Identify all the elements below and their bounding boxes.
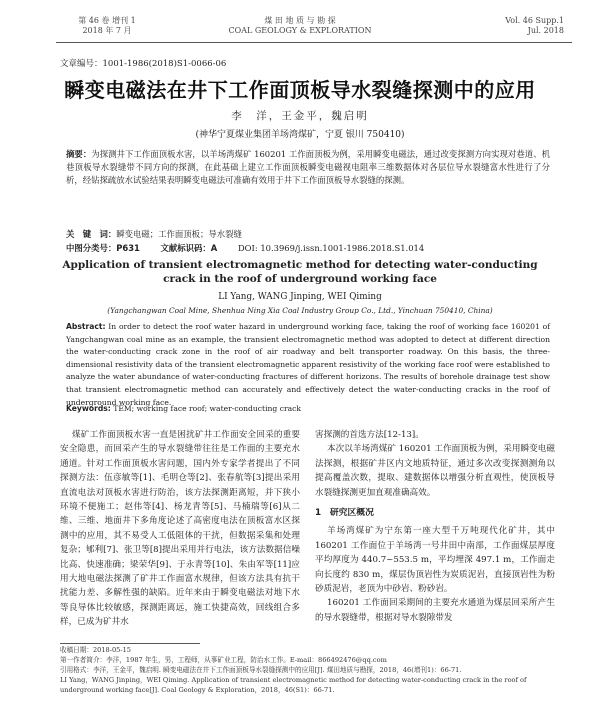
issue-date: 2018 年 7 月 [82, 26, 132, 35]
abstract-cn-text: 为探测井下工作面顶板水害，以羊场湾煤矿 160201 工作面顶板为例，采用瞬变电磁法，通过改变探测方向实现对巷道、机巷顶板导水裂缝带不同方向的探测，在此基础上建立工作面顶板瞬变电磁视电阻率三维数据体对各层位导水裂缝富水性进行了分析，经钻探疏放水试验结果表明瞬变电磁法可准确有效用于井下工作面顶板导水裂缝的探测。 [66, 149, 551, 186]
body-paragraph: 害探测的首选方法[12-13]。 [315, 430, 424, 440]
journal-name-en: COAL GEOLOGY & EXPLORATION [228, 26, 372, 35]
keywords-en-text: TEM; working face roof; water-conducting crack [113, 404, 301, 413]
header-divider [56, 42, 572, 43]
footnote-citation-cn: 引用格式：李洋，王金平，魏启明. 瞬变电磁法在井下工作面顶板导水裂缝探测中的应用[J]. 煤田地质与勘探，2018，46(增刊1)：66-71. [60, 666, 462, 674]
keywords-cn [66, 228, 550, 240]
footnote-received: 收稿日期：2018-05-15 [60, 646, 131, 654]
section-heading: 1 研究区概况 [315, 508, 374, 519]
authors-en: LI Yang, WANG Jinping, WEI Qiming [218, 292, 382, 302]
body-paragraph: 本次以羊场湾煤矿 160201 工作面顶板为例，采用瞬变电磁法探测，根据矿井区内文地质特征，通过多次改变探测测角以提高覆盖次数，提取、建数据体以增强分析直观性，使顶板导水裂缝探测更加直观准确高效。 [315, 444, 555, 498]
clc-number: 中图分类号：P631 [66, 243, 140, 253]
doi: DOI: 10.3969/j.issn.1001-1986.2018.S1.014 [237, 243, 425, 253]
volume-issue-en: Vol. 46 Supp.1 [505, 16, 564, 25]
body-paragraph: 羊场湾煤矿为宁东第一座大型千万吨现代化矿井，其中 160201 工作面位于羊场湾一号井田中南部，工作面煤层厚度平均厚度为 440.7~553.5 m，平均埋深 497.1 m，工作面走向长度约 830 m，煤层伪顶岩性为炭质泥岩，直接顶岩性为粉砂质泥岩，老顶为中砂岩、粉砂岩。 [315, 526, 555, 595]
paper-title-en: Application of transient electromagnetic method for detecting water-conducting crack in the roof of underground working face [62, 259, 538, 285]
keywords-cn-label: 关 键 词： [66, 229, 117, 239]
keywords-en [66, 404, 550, 413]
journal-name-cn: 煤 田 地 质 与 勘 探 [264, 16, 336, 25]
abstract-en [66, 321, 550, 409]
body-column-left [60, 428, 300, 630]
paper-title-cn: 瞬变电磁法在井下工作面顶板导水裂缝探测中的应用 [64, 78, 536, 102]
document-code: 文献标识码：A [160, 243, 218, 253]
keywords-cn-text: 瞬变电磁；工作面顶板；导水裂缝 [116, 229, 242, 239]
affiliation-cn: (神华宁夏煤业集团羊场湾煤矿，宁夏 银川 750410) [195, 130, 405, 140]
journal-volume-header-en [505, 16, 564, 36]
volume-issue: 第 46 卷 增刊 1 [78, 16, 136, 25]
issue-date-en: Jul. 2018 [527, 26, 564, 35]
abstract-en-text: In order to detect the roof water hazard in underground working face, taking the roof of working face 160201 of Yangchangwan coal mine as an example, the transient electromagnetic method was adopted to detect at different direction the water-conducting crack zone in the roof of air roadway and belt transporter roadway. On this basis, the three-dimensional resistivity data of the transient electromagnetic apparent resistivity of the working face roof were established to analyze the water abundance of water-conducting fractures of different horizons. The results of borehole drainage test show that transient electromagnetic method can accurately and effectively detect the water-conducting cracks in the roof of underground working face. [66, 322, 551, 407]
abstract-cn [66, 148, 550, 188]
abstract-cn-label: 摘要： [66, 149, 92, 159]
classification-line [66, 242, 550, 254]
footnote-divider [60, 643, 200, 644]
body-paragraph: 160201 工作面回采期间的主要充水通道为煤层回采所产生的导水裂缝带，根据对导水裂隙带发 [315, 598, 555, 623]
footnote-citation-en: LI Yang，WANG Jinping，WEI Qiming. Application of transient electromagnetic method for detecting water-conducting crack in the roof of underground working face[J]. Coal Geology & Exploration，2018，46(S1)：66-71. [60, 676, 527, 694]
authors-cn: 李 洋，王金平，魏启明 [231, 110, 369, 122]
body-column-right [315, 428, 555, 625]
keywords-en-label: Keywords: [66, 404, 111, 413]
affiliation-en: (Yangchangwan Coal Mine, Shenhua Ning Xia Coal Industry Group Co., Ltd., Yinchuan 750410, China) [107, 306, 493, 315]
article-number: 文章编号：1001-1986(2018)S1-0066-06 [60, 59, 227, 69]
footnote-author: 第一作者简介：李洋，1987 年生，男，工程师，从事矿业工程，防治水工作。E-mail：866492476@qq.com [60, 656, 387, 664]
abstract-en-label: Abstract: [66, 322, 106, 331]
body-paragraph: 煤矿工作面顶板水害一直是困扰矿井工作面安全回采的重要安全隐患，而回采产生的导水裂缝带往往是工作面的主要充水通道。针对工作面顶板水害问题，国内外专家学者提出了不同探测方法：伍彦敏等[1]、毛明仓等[2]、张春航等[3]提出采用直流电法对顶板水害进行防治，该方法探测距离短，并下狭小环境不便施工；赵伟等[4]、杨龙青等[5]、马楠瑞等[6]从二维、三维、地面井下多角度论述了高密度电法在顶板富水区探测中的应用，其不易受人工低阻体的干扰，但数据采集和处理复杂；郇利[7]、张卫等[8]提出采用并行电法，该方法数据信噪比高、快速准确；梁荣华[9]、于永青等[10]、朱由军等[11]应用大地电磁法探测了矿井工作面富水规律，但该方法具有抗干扰能力差、多解性强的缺陷。近年来由于瞬变电磁法对地下水等良导体比较敏感，探测距离远，施工快捷高效，回线组合多样，已成为矿井水 [60, 430, 300, 628]
